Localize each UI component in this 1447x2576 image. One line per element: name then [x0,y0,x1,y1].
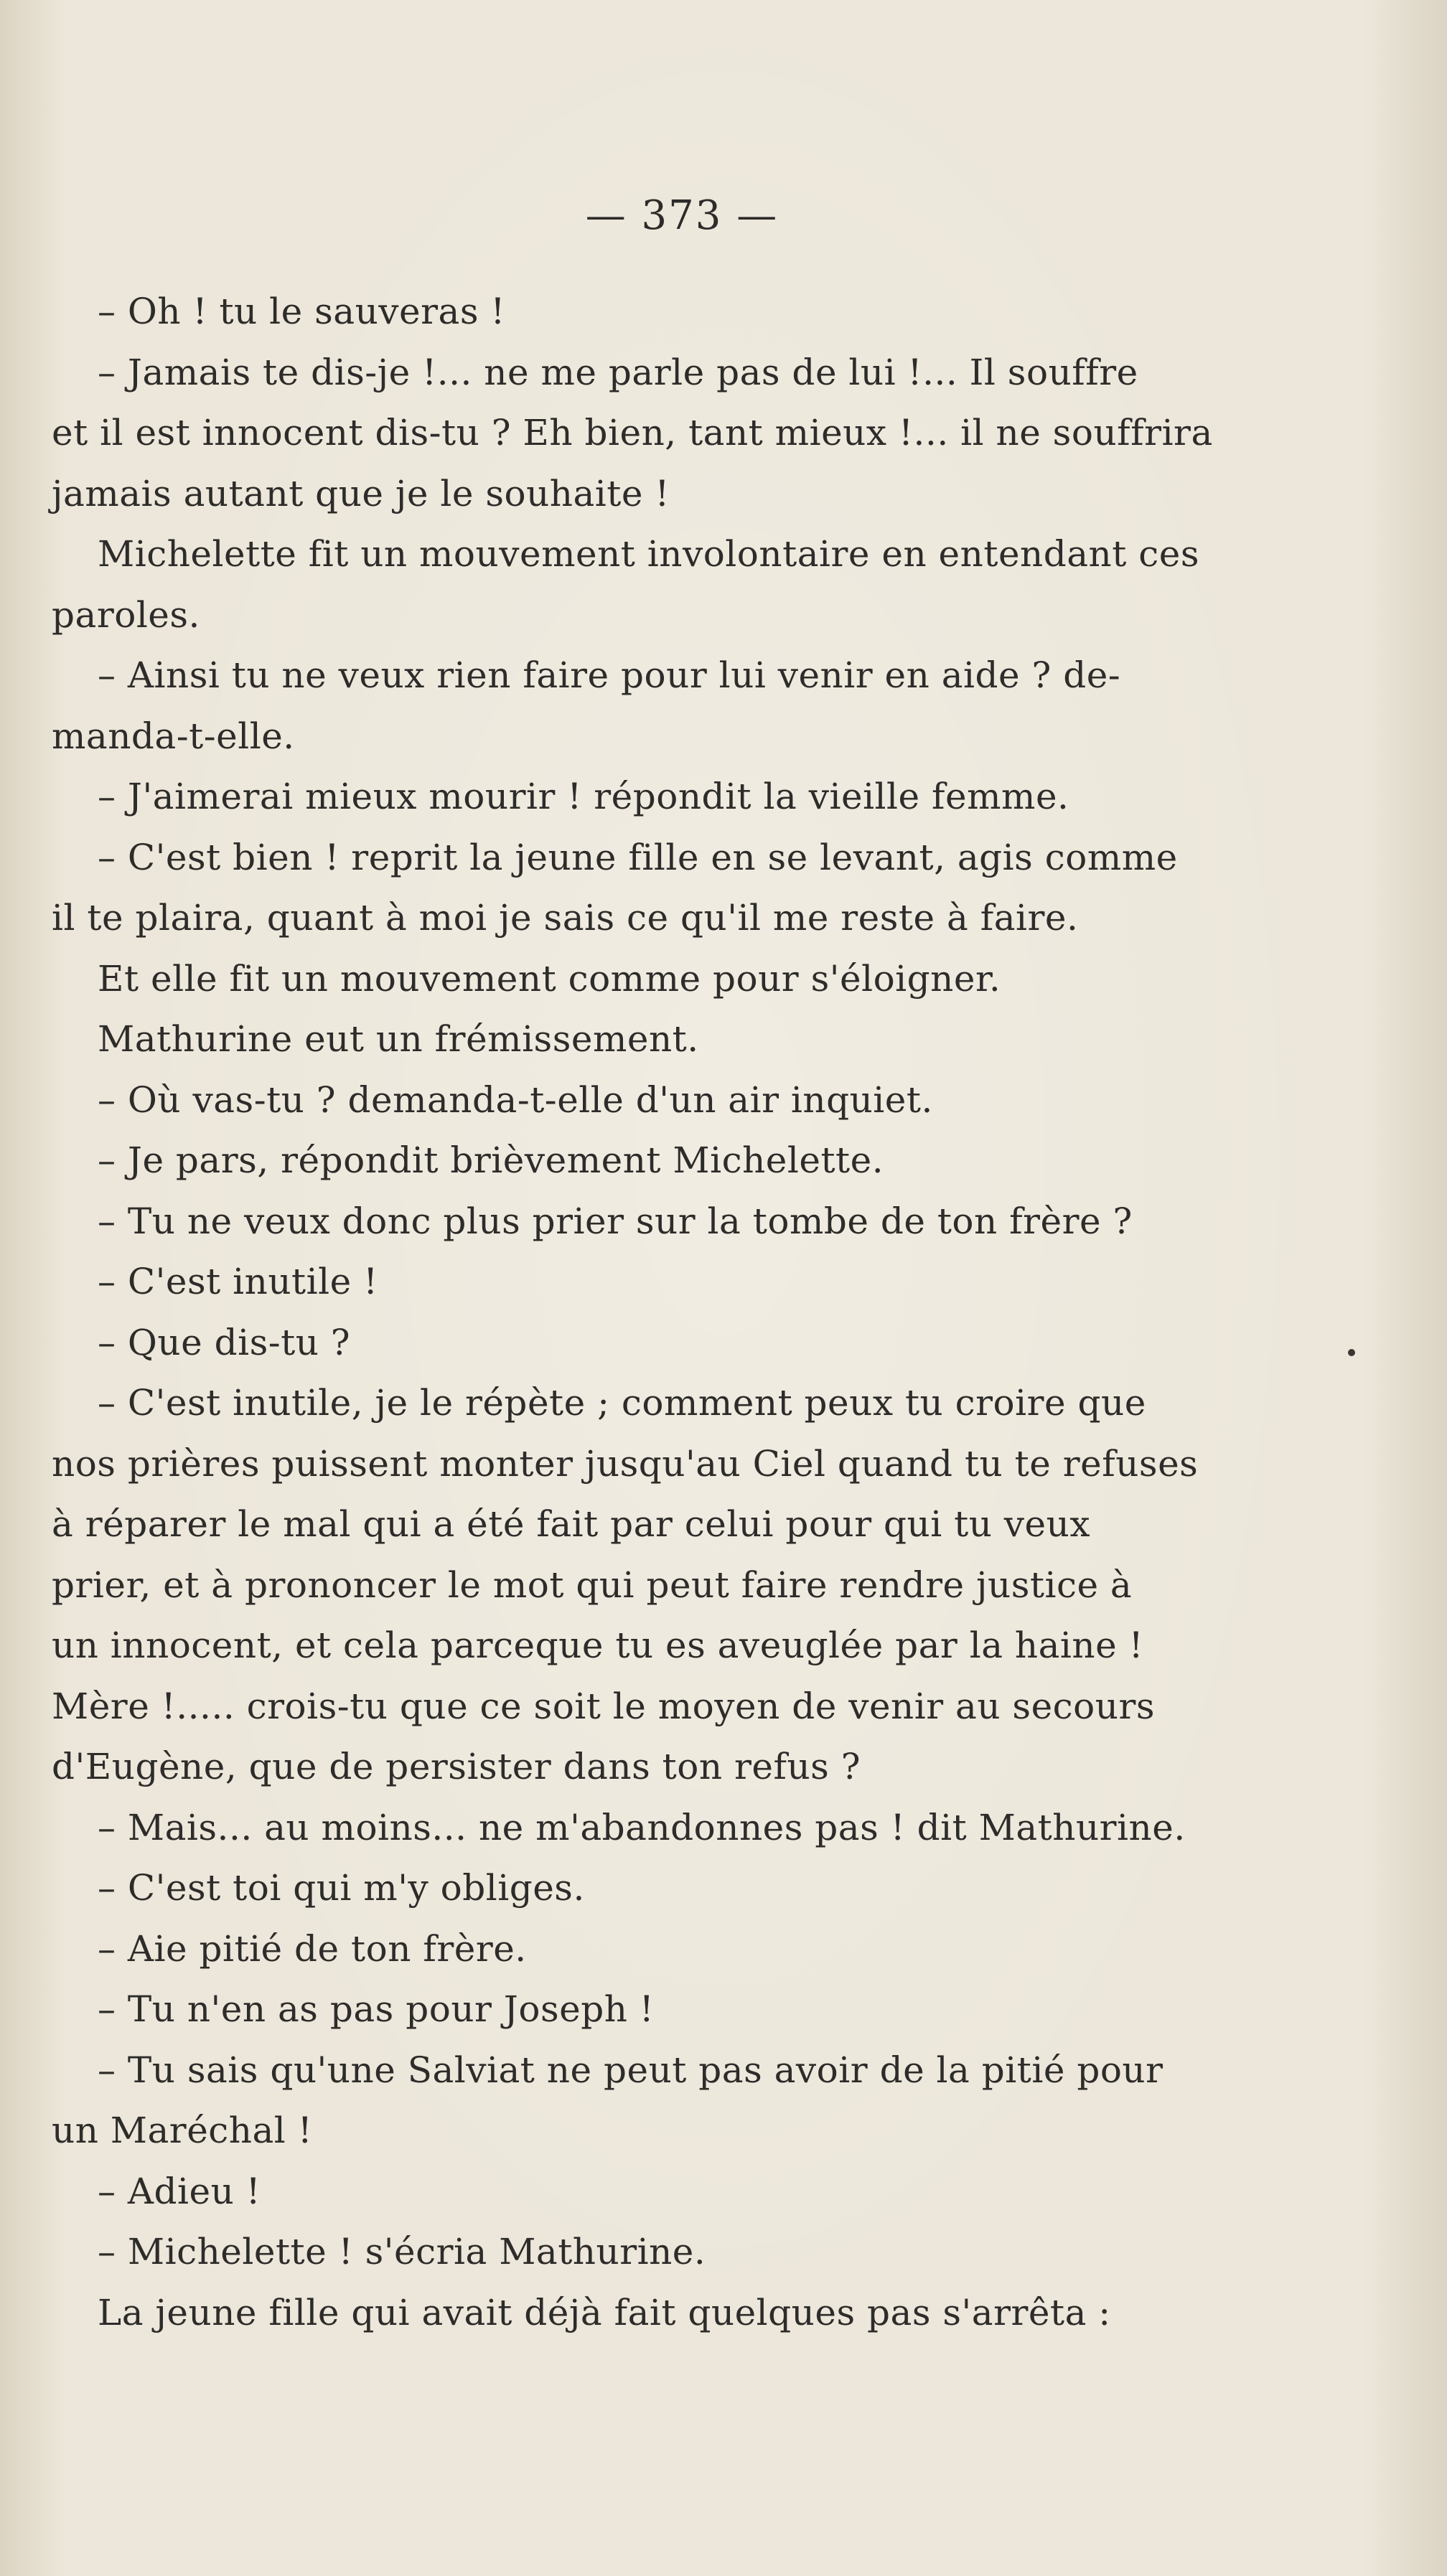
text-line: Et elle fit un mouvement comme pour s'éloigner. [98,957,1001,1000]
text-line: – Mais... au moins... ne m'abandonnes pas ! dit Mathurine. [98,1806,1186,1848]
text-line: – Ainsi tu ne veux rien faire pour lui venir en aide ? de- [98,654,1121,696]
text-line: – Michelette ! s'écria Mathurine. [98,2231,706,2272]
text-line: – Tu n'en as pas pour Joseph ! [98,1988,655,2030]
text-line: – Tu ne veux donc plus prier sur la tombe de ton frère ? [98,1200,1133,1242]
text-line: – Où vas-tu ? demanda-t-elle d'un air inquiet. [98,1078,933,1121]
text-line: Michelette fit un mouvement involontaire en entendant ces [98,533,1199,575]
text-line: – C'est inutile ! [98,1261,378,1302]
text-line: – Jamais te dis-je !... ne me parle pas de lui !... Il souffre [98,351,1138,393]
text-line: prier, et à prononcer le mot qui peut faire rendre justice à [52,1564,1133,1606]
text-line: – Je pars, répondit brièvement Michelette. [98,1139,884,1181]
text-line: – Tu sais qu'une Salviat ne peut pas avoir de la pitié pour [98,2049,1163,2091]
text-line: jamais autant que je le souhaite ! [52,472,670,514]
text-line: un Maréchal ! [52,2110,313,2151]
text-line: – Adieu ! [98,2170,261,2212]
text-line: – C'est toi qui m'y obliges. [98,1867,585,1909]
text-line: – J'aimerai mieux mourir ! répondit la vieille femme. [98,776,1069,817]
text-line: La jeune fille qui avait déjà fait quelques pas s'arrêta : [98,2291,1111,2333]
text-line: à réparer le mal qui a été fait par celui pour qui tu veux [52,1503,1091,1545]
page-number: — 373 — [585,192,779,239]
page-body [52,281,1243,2343]
text-line: – Oh ! tu le sauveras ! [98,291,505,332]
text-line: nos prières puissent monter jusqu'au Ciel quand tu te refuses [52,1442,1199,1485]
text-line: paroles. [52,593,200,636]
text-line: manda-t-elle. [52,715,295,757]
ink-speck [1348,1349,1355,1356]
text-line: et il est innocent dis-tu ? Eh bien, tant mieux !... il ne souffrira [52,412,1213,453]
text-line: – Que dis-tu ? [98,1321,351,1363]
text-line: Mathurine eut un frémissement. [98,1018,699,1060]
text-line: d'Eugène, que de persister dans ton refus ? [52,1746,861,1787]
text-line: – Aie pitié de ton frère. [98,1927,527,1970]
text-line: – C'est inutile, je le répète ; comment peux tu croire que [98,1382,1146,1424]
text-line: – C'est bien ! reprit la jeune fille en se levant, agis comme [98,836,1178,878]
text-line: un innocent, et cela parceque tu es aveuglée par la haine ! [52,1625,1144,1666]
text-line: il te plaira, quant à moi je sais ce qu'il me reste à faire. [52,897,1079,939]
text-line: Mère !..... crois-tu que ce soit le moyen de venir au secours [52,1685,1156,1727]
